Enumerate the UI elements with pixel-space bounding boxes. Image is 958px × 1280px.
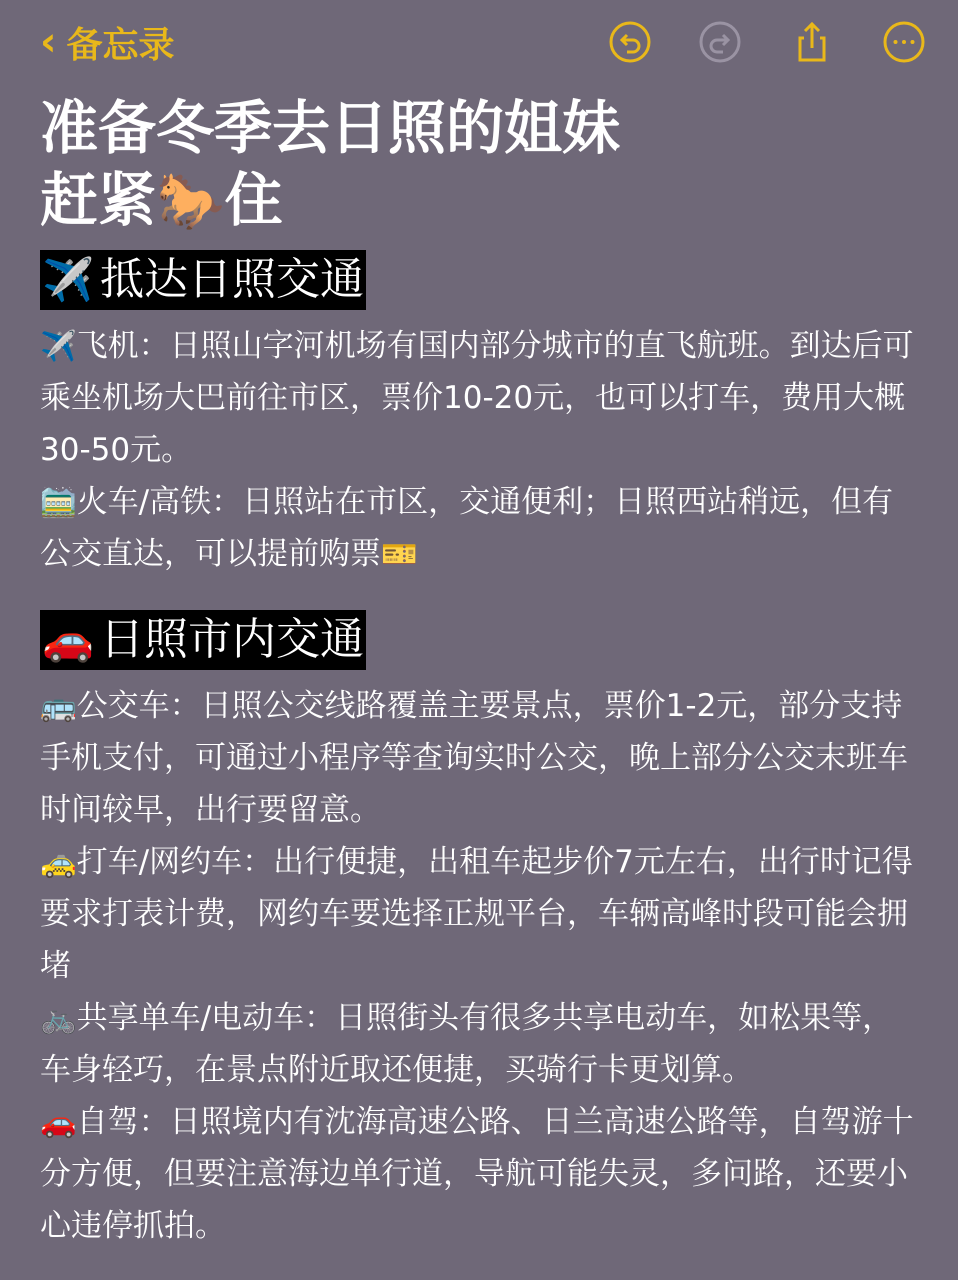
top-toolbar: [0, 0, 958, 86]
paragraph-text: 飞机：日照山字河机场有国内部分城市的直飞航班。到达后可乘坐机场大巴前往市区，票价10-20元，也可以打车，费用大概30-50元。: [40, 328, 914, 468]
note-title: [40, 92, 920, 237]
paragraph-flight: [40, 320, 920, 476]
redo-icon[interactable]: [698, 20, 742, 64]
section-heading-arrival: [40, 250, 366, 310]
share-icon[interactable]: [790, 20, 834, 64]
back-label: 备忘录: [66, 24, 175, 66]
section-heading-city: [40, 610, 366, 670]
paragraph-text: 打车/网约车：出行便捷，出租车起步价7元左右，出行时记得要求打表计费，网约车要选择正规平台，车辆高峰时段可能会拥堵: [40, 844, 913, 984]
paragraph-text: 共享单车/电动车：日照街头有很多共享电动车，如松果等，车身轻巧，在景点附近取还便捷，买骑行卡更划算。: [40, 1000, 894, 1088]
section-heading-text: 抵达日照交通: [100, 254, 365, 305]
ticket-icon: 🎫: [381, 537, 418, 571]
paragraph-bus: [40, 680, 920, 836]
paragraph-text: 火车/高铁：日照站在市区，交通便利；日照西站稍远，但有公交直达，可以提前购票: [40, 484, 894, 572]
paragraph-bike: [40, 992, 920, 1096]
section-heading-text: 日照市内交通: [100, 614, 365, 665]
bicycle-icon: 🚲: [40, 1001, 77, 1035]
airplane-icon: ✈️: [40, 329, 77, 363]
paragraph-self-drive: [40, 1096, 920, 1252]
paragraph-taxi: [40, 836, 920, 992]
horse-icon: 🐎: [156, 169, 225, 233]
car-icon: 🚗: [40, 1105, 77, 1139]
bus-icon: 🚌: [40, 689, 77, 723]
train-icon: 🚞: [40, 485, 77, 519]
title-line-2-suffix: 住: [224, 166, 283, 234]
paragraph-text: 公交车：日照公交线路覆盖主要景点，票价1-2元，部分支持手机支付，可通过小程序等查询实时公交，晚上部分公交末班车时间较早，出行要留意。: [40, 688, 908, 828]
airplane-icon: ✈️: [42, 255, 95, 304]
chevron-left-icon: ‹: [40, 19, 57, 65]
undo-icon[interactable]: [608, 20, 652, 64]
title-line-1: 准备冬季去日照的姐妹: [40, 94, 621, 162]
paragraph-train: [40, 476, 920, 580]
title-line-2-prefix: 赶紧: [40, 166, 157, 234]
taxi-icon: 🚕: [40, 845, 77, 879]
more-icon[interactable]: [882, 20, 926, 64]
car-icon: 🚗: [42, 615, 95, 664]
paragraph-text: 自驾：日照境内有沈海高速公路、日兰高速公路等，自驾游十分方便，但要注意海边单行道，导航可能失灵，多问路，还要小心违停抓拍。: [40, 1104, 914, 1244]
back-button[interactable]: [40, 18, 175, 66]
